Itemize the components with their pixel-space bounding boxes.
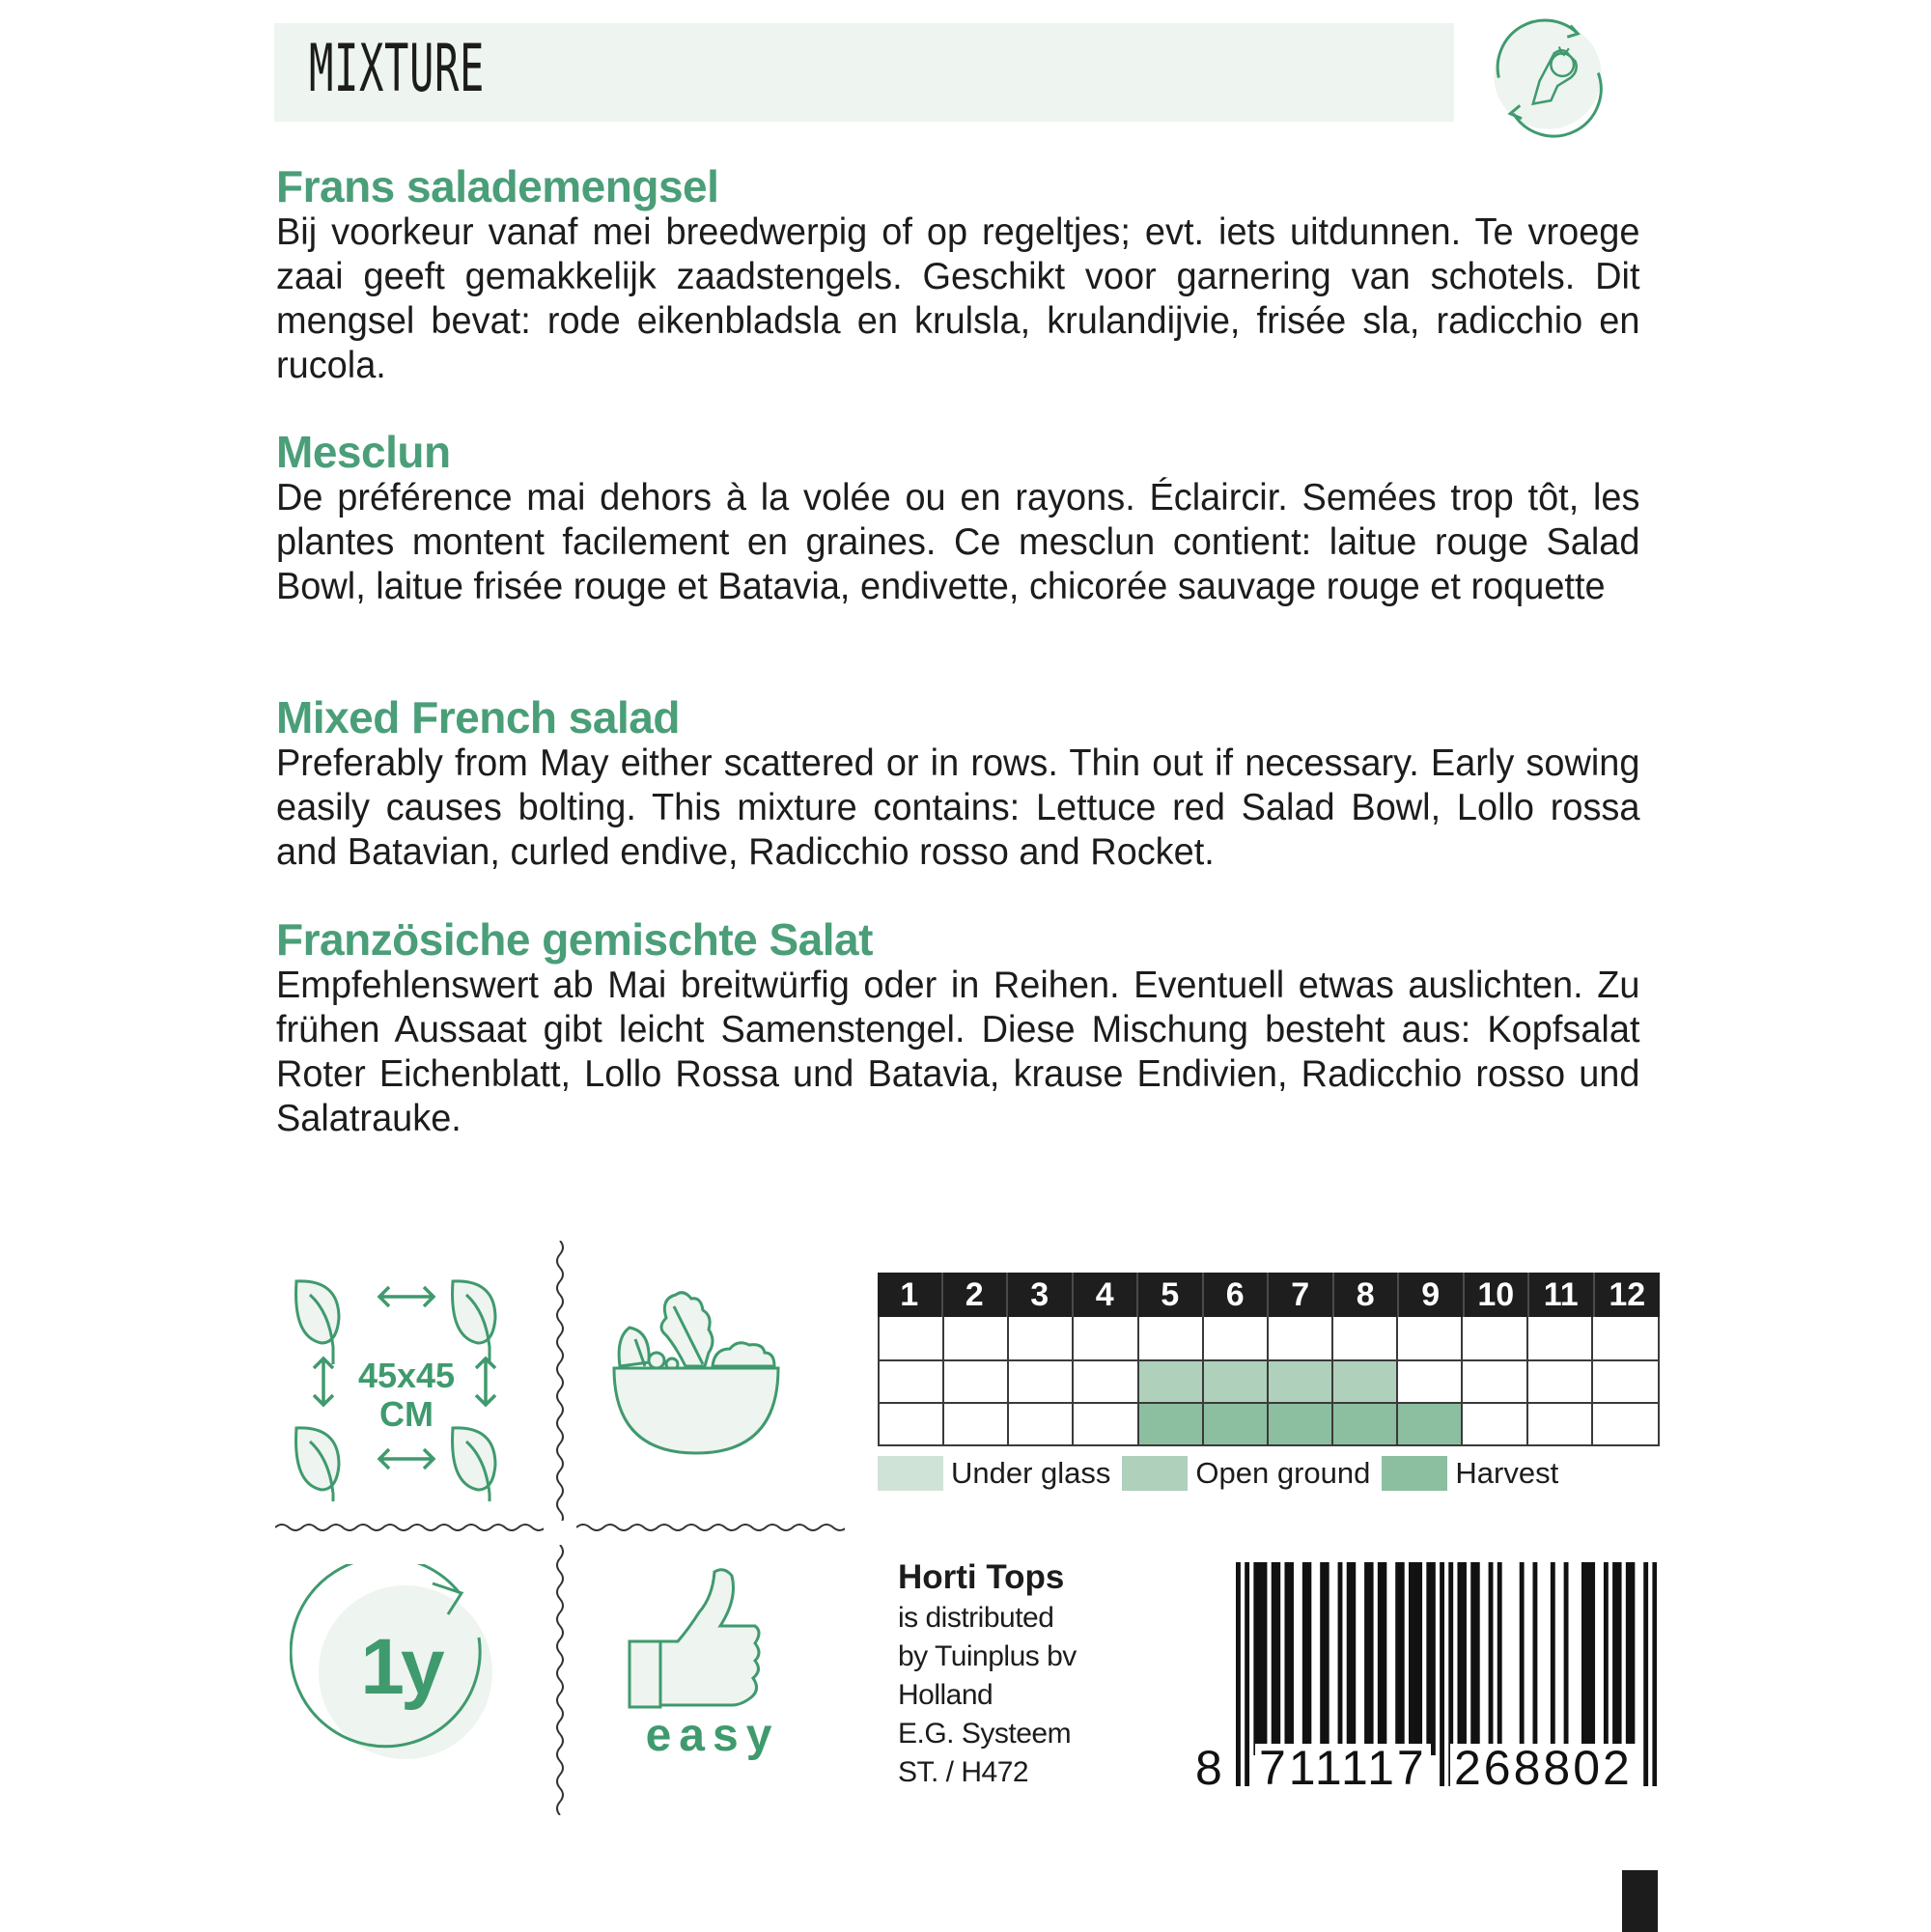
month-label: 12 xyxy=(1609,1276,1646,1313)
calendar-cell xyxy=(1139,1317,1204,1359)
wavy-divider-horizontal xyxy=(576,1521,845,1534)
distributor-info xyxy=(898,1556,1077,1792)
legend-under-glass xyxy=(878,1456,1110,1491)
calendar-cell xyxy=(1139,1404,1204,1444)
section-body: Empfehlenswert ab Mai breitwürfig oder in Reihen. Eventuell etwas auslichten. Zu frühen Aussaat gibt leicht Samenstengel. Diese Mischung besteht aus: Kopfsalat Roter Eichenblatt, Lollo Rossa und Batavia, krause Endivien, Radicchio rosso und Salatrauke. xyxy=(276,965,1640,1139)
calendar-cell xyxy=(944,1361,1009,1402)
section-french xyxy=(276,428,1661,609)
calendar-legend xyxy=(878,1456,1570,1491)
plant-spacing-panel xyxy=(285,1270,526,1501)
calendar-cell xyxy=(1204,1317,1269,1359)
section-body: De préférence mai dehors à la volée ou en rayons. Éclaircir. Semées trop tôt, les plantes montent facilement en graines. Ce mesclun contient: laitue rouge Salad Bowl, laitue frisée rouge et Batavia, endivette, chicorée sauvage rouge et roquette xyxy=(276,477,1640,607)
distributor-line: E.G. Systeem xyxy=(898,1718,1072,1750)
section-title: Frans salademengsel xyxy=(276,161,719,211)
section-title: Mixed French salad xyxy=(276,692,680,742)
calendar-row xyxy=(880,1317,1658,1359)
calendar-cell xyxy=(1074,1317,1138,1359)
spacing-unit: CM xyxy=(379,1394,434,1434)
calendar-cell xyxy=(1269,1317,1333,1359)
section-english xyxy=(276,693,1661,875)
calendar-cell xyxy=(1528,1404,1593,1444)
legend-label: Under glass xyxy=(951,1456,1111,1490)
barcode-left-group: 711117 xyxy=(1255,1744,1431,1792)
month-label: 1 xyxy=(878,1273,943,1317)
calendar-cell xyxy=(1009,1361,1074,1402)
month-label: 11 xyxy=(1529,1273,1595,1317)
lifecycle-label: 1y xyxy=(360,1623,441,1711)
section-title: Französiche gemischte Salat xyxy=(276,914,873,965)
section-body: Preferably from May either scattered or in rows. Thin out if necessary. Early sowing easily causes bolting. This mixture contains: Lettuce red Salad Bowl, Lollo rossa and Batavian, curled endive, Radicchio rosso and Rocket. xyxy=(276,742,1640,873)
month-label: 7 xyxy=(1269,1273,1334,1317)
difficulty-label: easy xyxy=(645,1710,780,1761)
spacing-value: 45x45 xyxy=(357,1356,456,1395)
month-label: 4 xyxy=(1074,1273,1139,1317)
wavy-divider-vertical xyxy=(553,1545,567,1815)
calendar-cell xyxy=(1074,1404,1138,1444)
annual-cycle-panel xyxy=(290,1564,512,1786)
thumbs-up-icon xyxy=(626,1564,799,1719)
calendar-cell xyxy=(1528,1317,1593,1359)
month-label: 6 xyxy=(1204,1273,1270,1317)
calendar-cell xyxy=(880,1361,944,1402)
month-label: 9 xyxy=(1399,1273,1465,1317)
section-title: Mesclun xyxy=(276,427,451,477)
distributor-line: Holland xyxy=(898,1679,993,1711)
legend-swatch xyxy=(878,1456,943,1491)
barcode-first-digit: 8 xyxy=(1195,1741,1225,1795)
calendar-cell xyxy=(1269,1404,1333,1444)
month-label: 2 xyxy=(943,1273,1009,1317)
legend-open-ground xyxy=(1122,1456,1370,1491)
legend-swatch xyxy=(1122,1456,1188,1491)
calendar-cell xyxy=(1463,1404,1527,1444)
section-dutch xyxy=(276,162,1661,388)
calendar-cell xyxy=(1139,1361,1204,1402)
wavy-divider-horizontal xyxy=(275,1521,544,1534)
calendar-cell xyxy=(1269,1361,1333,1402)
calendar-cell xyxy=(1009,1317,1074,1359)
calendar-month-header xyxy=(878,1273,1660,1317)
calendar-row xyxy=(880,1359,1658,1402)
calendar-grid xyxy=(878,1317,1660,1446)
distributor-line: is distributed xyxy=(898,1602,1054,1634)
calendar-cell xyxy=(1463,1361,1527,1402)
print-corner-mark xyxy=(1622,1870,1658,1932)
calendar-cell xyxy=(1528,1361,1593,1402)
month-label: 5 xyxy=(1138,1273,1204,1317)
difficulty-panel xyxy=(626,1564,799,1777)
legend-label: Open ground xyxy=(1195,1456,1371,1490)
calendar-cell xyxy=(1333,1317,1398,1359)
calendar-cell xyxy=(1593,1361,1658,1402)
calendar-cell xyxy=(1009,1404,1074,1444)
header-title: MIXTURE xyxy=(309,31,486,107)
month-label: 3 xyxy=(1008,1273,1074,1317)
month-label: 8 xyxy=(1334,1273,1400,1317)
calendar-cell xyxy=(1204,1404,1269,1444)
calendar-cell xyxy=(944,1317,1009,1359)
calendar-cell xyxy=(1074,1361,1138,1402)
calendar-cell xyxy=(1593,1404,1658,1444)
brand-name: Horti Tops xyxy=(898,1558,1065,1596)
calendar-cell xyxy=(880,1404,944,1444)
section-german xyxy=(276,915,1661,1141)
calendar-cell xyxy=(1593,1317,1658,1359)
ean-barcode xyxy=(1195,1562,1657,1795)
sowing-calendar xyxy=(878,1273,1660,1446)
calendar-cell xyxy=(1463,1317,1527,1359)
calendar-cell xyxy=(944,1404,1009,1444)
distributor-line: ST. / H472 xyxy=(898,1756,1029,1788)
calendar-cell xyxy=(1398,1404,1463,1444)
distributor-line: by Tuinplus bv xyxy=(898,1640,1077,1672)
header-band xyxy=(274,23,1454,122)
calendar-cell xyxy=(1333,1361,1398,1402)
section-body: Bij voorkeur vanaf mei breedwerpig of op regeltjes; evt. iets uitdunnen. Te vroege zaai geeft gemakkelijk zaadstengels. Geschikt voor garnering van schotels. Dit mengsel bevat: rode eikenbladsla en krulsla, krulandijvie, frisée sla, radicchio en rucola. xyxy=(276,211,1640,386)
month-label: 10 xyxy=(1465,1273,1530,1317)
hand-holding-tomato-cycle-icon xyxy=(1474,5,1621,146)
legend-harvest xyxy=(1382,1456,1558,1491)
salad-bowl-icon xyxy=(608,1289,801,1472)
legend-label: Harvest xyxy=(1455,1456,1559,1490)
calendar-cell xyxy=(1398,1361,1463,1402)
wavy-divider-vertical xyxy=(553,1241,567,1521)
calendar-cell xyxy=(1333,1404,1398,1444)
barcode-right-group: 268802 xyxy=(1450,1744,1637,1792)
legend-swatch xyxy=(1382,1456,1447,1491)
calendar-cell xyxy=(1204,1361,1269,1402)
calendar-cell xyxy=(1398,1317,1463,1359)
calendar-cell xyxy=(880,1317,944,1359)
calendar-row xyxy=(880,1402,1658,1444)
